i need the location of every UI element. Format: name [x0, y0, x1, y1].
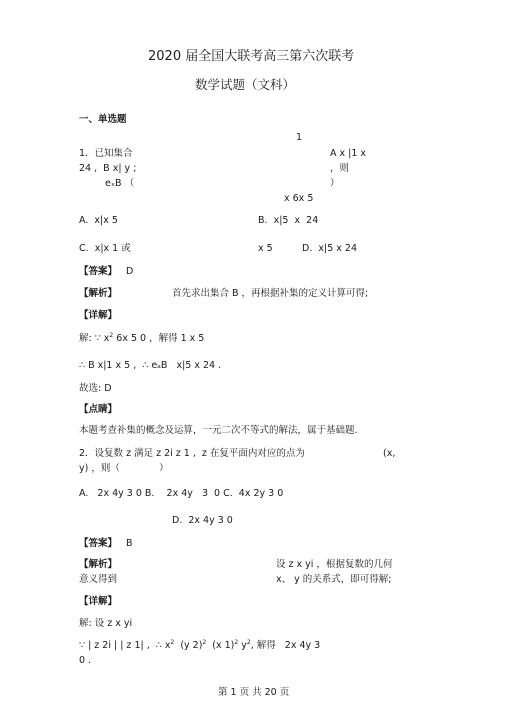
q1-answer-label: 【答案】 — [79, 266, 118, 277]
q2-stem-line1: 2．设复数 z 满足 z 2i z 1 , z 在复平面内对应的点为 — [79, 448, 305, 459]
q2-answer-value: B — [126, 538, 133, 549]
q2-stem-point: (x, — [383, 448, 396, 459]
q1-analysis-text: 首先求出集合 B ，再根据补集的定义计算可得; — [172, 288, 369, 299]
q2-detail-label: 【详解】 — [79, 596, 118, 607]
q1-fraction-denominator: x 6x 5 — [284, 193, 314, 204]
q1-paren-close: ） — [330, 178, 340, 189]
q1-stem-line1: 1．已知集合 — [79, 148, 133, 159]
q2-solution-line3: 0 . — [79, 655, 92, 666]
q2-stem-line2: y) ，则（ ） — [79, 463, 169, 474]
q1-comment-label: 【点睛】 — [79, 404, 118, 415]
q1-option-a: A. x|x 5 — [79, 215, 118, 226]
document-subtitle: 数学试题（文科） — [195, 77, 296, 92]
q2-option-d: D. 2x 4y 3 0 — [172, 515, 233, 526]
q2-analysis-text3: x、 y 的关系式，即可得解; — [276, 574, 392, 585]
q1-stem-line2: 24 , B x| y ; — [79, 163, 137, 174]
q2-analysis-label: 【解析】 — [79, 559, 118, 570]
q2-options-row1: A. 2x 4y 3 0 B. 2x 4y 3 0 C. 4x 2y 3 0 — [79, 488, 284, 499]
q1-complement: eₓB （ — [105, 178, 135, 189]
q1-answer-value: D — [126, 266, 134, 277]
q1-option-c: C. x|x 1 或 — [79, 243, 131, 254]
q1-option-b: B. x|5 x 24 — [258, 215, 319, 226]
q1-solution-line1: 解: ∵ $x^2$ 6x 5 0 ，解得 1 x 5 — [79, 332, 205, 344]
section-heading: 一、单选题 — [79, 114, 127, 125]
q1-fraction-numerator: 1 — [296, 132, 303, 143]
q2-answer-label: 【答案】 — [79, 538, 118, 549]
q2-solution-line2: ∵ | z 2i | | z 1| , ∴ $x^2$ (y 2)$^2$ (x 1)$^2$ $y^2$, 解得 2x 4y 3 — [79, 639, 321, 651]
q1-comment-text: 本题考查补集的概念及运算，一元二次不等式的解法，属于基础题. — [79, 425, 358, 436]
q1-detail-label: 【详解】 — [79, 310, 118, 321]
q1-solution-line3: 故选: D — [79, 383, 112, 394]
q2-analysis-text1: 设 z x yi ，根据复数的几何 — [276, 559, 393, 570]
q1-solution-line2: ∴ B x|1 x 5 , ∴ eₐB x|5 x 24 . — [79, 360, 222, 371]
q2-solution-line1: 解: 设 z x yi — [79, 618, 133, 629]
q1-analysis-label: 【解析】 — [79, 288, 118, 299]
document-title: 2020 届全国大联考高三第六次联考 — [148, 49, 355, 64]
q1-then: ，则 — [330, 163, 350, 174]
q2-analysis-text2: 意义得到 — [79, 574, 118, 585]
page-footer: 第 1 页 共 20 页 — [218, 687, 290, 698]
q1-option-c-cont: x 5 — [258, 243, 273, 254]
q1-option-d: D. x|5 x 24 — [302, 243, 357, 254]
q1-set-a: A x |1 x — [330, 148, 367, 159]
